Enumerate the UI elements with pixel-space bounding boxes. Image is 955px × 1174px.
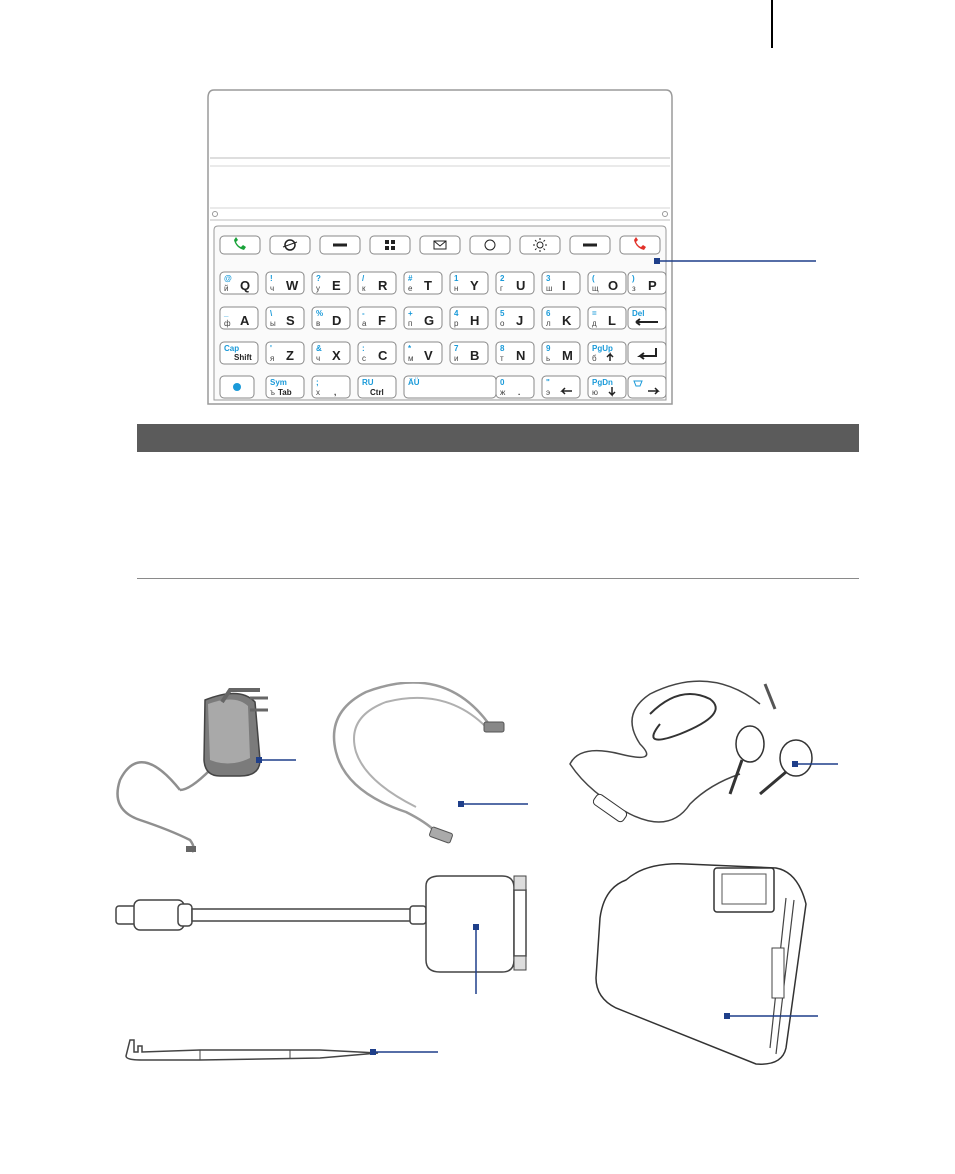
key-1-4[interactable]	[404, 307, 442, 329]
key-3-4[interactable]	[404, 376, 496, 398]
key-3-6[interactable]	[542, 376, 580, 398]
key-2-5[interactable]	[450, 342, 488, 364]
key-2-7[interactable]	[542, 342, 580, 364]
key-alt-label: +	[408, 309, 413, 318]
key-2-2[interactable]	[312, 342, 350, 364]
key-cyrillic-label: ф	[224, 319, 231, 328]
key-alt-label: 3	[546, 274, 551, 283]
key-cyrillic-label: щ	[592, 284, 599, 293]
key-0-2[interactable]	[312, 272, 350, 294]
key-cyrillic-label: в	[316, 319, 321, 328]
key-alt-label: Cap	[224, 344, 240, 353]
key-main-label: D	[332, 313, 342, 328]
stylus-illustration	[120, 1036, 382, 1070]
key-cyrillic-label: к	[362, 284, 366, 293]
key-cyrillic-label: з	[632, 284, 636, 293]
key-2-1[interactable]	[266, 342, 304, 364]
key-2-6[interactable]	[496, 342, 534, 364]
key-1-8[interactable]	[588, 307, 626, 329]
key-cyrillic-label: е	[408, 284, 413, 293]
function-key-4[interactable]	[420, 236, 460, 254]
key-2-0[interactable]	[220, 342, 258, 364]
key-alt-label: 7	[454, 344, 459, 353]
section-divider	[137, 578, 859, 579]
key-cyrillic-label: ш	[546, 284, 553, 293]
key-1-9[interactable]	[628, 307, 666, 329]
key-cyrillic-label: д	[592, 319, 597, 328]
key-alt-label: 9	[546, 344, 551, 353]
key-1-3[interactable]	[358, 307, 396, 329]
key-0-6[interactable]	[496, 272, 534, 294]
key-alt-label: 4	[454, 309, 459, 318]
earphones-illustration	[560, 674, 830, 844]
key-alt-label: 1	[454, 274, 459, 283]
key-alt-label: '	[270, 344, 272, 353]
key-alt-label: /	[362, 274, 365, 283]
key-cyrillic-label: б	[592, 354, 597, 363]
minus-icon	[583, 244, 597, 247]
key-main-label: K	[562, 313, 572, 328]
key-alt-label: -	[362, 309, 365, 318]
stylus-callout	[370, 1046, 440, 1058]
key-alt-label: 0	[500, 378, 505, 387]
earphones-callout	[792, 758, 840, 770]
key-alt-label: @	[224, 274, 232, 283]
key-alt-label: (	[592, 274, 595, 283]
ac-adapter-illustration	[110, 680, 310, 860]
key-cyrillic-label: а	[362, 319, 367, 328]
key-main-label: Ctrl	[370, 388, 384, 397]
key-cyrillic-label: у	[316, 284, 320, 293]
key-0-3[interactable]	[358, 272, 396, 294]
key-main-label: F	[378, 313, 386, 328]
key-main-label: Y	[470, 278, 479, 293]
key-cyrillic-label: ж	[500, 388, 506, 397]
key-main-label: N	[516, 348, 526, 363]
key-main-label: I	[562, 278, 566, 293]
key-1-6[interactable]	[496, 307, 534, 329]
key-main-label: Shift	[234, 353, 252, 362]
key-cyrillic-label: и	[454, 354, 459, 363]
key-3-8[interactable]	[628, 376, 666, 398]
key-3-5[interactable]	[496, 376, 534, 398]
key-alt-label: %	[316, 309, 324, 318]
function-key-5[interactable]	[470, 236, 510, 254]
key-main-label: .	[518, 388, 521, 397]
key-cyrillic-label: с	[362, 354, 366, 363]
key-cyrillic-label: м	[408, 354, 414, 363]
key-cyrillic-label: ч	[270, 284, 275, 293]
key-3-0[interactable]	[220, 376, 254, 398]
key-alt-label: !	[270, 274, 273, 283]
key-alt-label: =	[592, 309, 597, 318]
key-1-5[interactable]	[450, 307, 488, 329]
key-0-7[interactable]	[542, 272, 580, 294]
key-0-0[interactable]	[220, 272, 258, 294]
key-alt-label: PgDn	[592, 378, 613, 387]
key-1-0[interactable]	[220, 307, 258, 329]
key-alt-label: &	[316, 344, 322, 353]
key-main-label: Q	[240, 278, 251, 293]
usb-cable-illustration	[326, 682, 536, 852]
keyboard-callout	[654, 254, 819, 268]
function-key-3[interactable]	[370, 236, 410, 254]
key-2-8[interactable]	[588, 342, 626, 364]
key-cyrillic-label: т	[500, 354, 504, 363]
function-key-1[interactable]	[270, 236, 310, 254]
key-cyrillic-label: п	[408, 319, 413, 328]
page-edge-rule	[771, 0, 773, 48]
dot-icon	[233, 383, 241, 391]
key-cyrillic-label: й	[224, 284, 229, 293]
key-cyrillic-label: о	[500, 319, 505, 328]
key-main-label: X	[332, 348, 341, 363]
key-cyrillic-label: г	[500, 284, 503, 293]
key-1-1[interactable]	[266, 307, 304, 329]
key-alt-label: :	[362, 344, 365, 353]
usb-cable-callout	[458, 798, 530, 810]
key-alt-label: _	[224, 309, 229, 318]
key-alt-label: Sym	[270, 378, 287, 387]
key-main-label: G	[424, 313, 435, 328]
key-main-label: S	[286, 313, 295, 328]
key-main-label: J	[516, 313, 524, 328]
key-main-label: R	[378, 278, 388, 293]
key-alt-label: PgUp	[592, 344, 613, 353]
key-main-label: C	[378, 348, 388, 363]
key-cyrillic-label: н	[454, 284, 459, 293]
key-alt-label: 2	[500, 274, 505, 283]
key-1-7[interactable]	[542, 307, 580, 329]
vga-adapter-callout	[470, 924, 482, 996]
key-alt-label: 6	[546, 309, 551, 318]
key-0-4[interactable]	[404, 272, 442, 294]
key-main-label: B	[470, 348, 480, 363]
key-main-label: Tab	[278, 388, 292, 397]
minus-icon	[333, 244, 347, 247]
key-alt-label: "	[546, 378, 550, 387]
key-3-7[interactable]	[588, 376, 626, 398]
key-alt-label: \	[270, 309, 273, 318]
key-cyrillic-label: л	[546, 319, 551, 328]
key-3-3[interactable]	[358, 376, 396, 398]
key-cyrillic-label: ъ	[270, 388, 275, 397]
key-cyrillic-label: ь	[546, 354, 551, 363]
key-main-label: E	[332, 278, 341, 293]
key-0-1[interactable]	[266, 272, 304, 294]
key-main-label: M	[562, 348, 573, 363]
key-main-label: W	[286, 278, 299, 293]
key-cyrillic-label: ю	[592, 388, 598, 397]
key-cyrillic-label: я	[270, 354, 275, 363]
key-alt-label: ?	[316, 274, 321, 283]
key-alt-label: #	[408, 274, 413, 283]
key-alt-label: ÄÜ	[408, 378, 420, 387]
key-alt-label: 5	[500, 309, 505, 318]
key-alt-label: )	[632, 274, 635, 283]
key-cyrillic-label: э	[546, 388, 551, 397]
key-main-label: O	[608, 278, 619, 293]
key-cyrillic-label: х	[316, 388, 320, 397]
key-2-3[interactable]	[358, 342, 396, 364]
key-main-label: H	[470, 313, 480, 328]
key-alt-label: 8	[500, 344, 505, 353]
key-main-label: P	[648, 278, 657, 293]
keyboard-illustration	[206, 88, 674, 406]
key-alt-label: ;	[316, 378, 319, 387]
key-main-label: T	[424, 278, 432, 293]
key-alt-label: Del	[632, 309, 645, 318]
key-2-9[interactable]	[628, 342, 666, 364]
key-2-4[interactable]	[404, 342, 442, 364]
key-cyrillic-label: ч	[316, 354, 321, 363]
pouch-callout	[724, 1010, 820, 1022]
pouch-illustration	[586, 858, 816, 1072]
key-main-label: U	[516, 278, 526, 293]
key-main-label: V	[424, 348, 433, 363]
function-key-6[interactable]	[520, 236, 560, 254]
key-3-2[interactable]	[312, 376, 350, 398]
key-alt-label: *	[408, 344, 412, 353]
function-key-0[interactable]	[220, 236, 260, 254]
key-0-5[interactable]	[450, 272, 488, 294]
key-3-1[interactable]	[266, 376, 304, 398]
function-key-8[interactable]	[620, 236, 660, 254]
key-alt-label: RU	[362, 378, 374, 387]
key-0-9[interactable]	[628, 272, 666, 294]
ac-adapter-callout	[256, 754, 298, 766]
function-key-2[interactable]	[320, 236, 360, 254]
key-main-label: A	[240, 313, 250, 328]
key-main-label: ,	[334, 388, 337, 397]
section-header-bar	[137, 424, 859, 452]
key-cyrillic-label: р	[454, 319, 459, 328]
key-main-label: Z	[286, 348, 294, 363]
key-main-label: L	[608, 313, 616, 328]
key-0-8[interactable]	[588, 272, 626, 294]
key-1-2[interactable]	[312, 307, 350, 329]
function-key-7[interactable]	[570, 236, 610, 254]
key-cyrillic-label: ы	[270, 319, 276, 328]
